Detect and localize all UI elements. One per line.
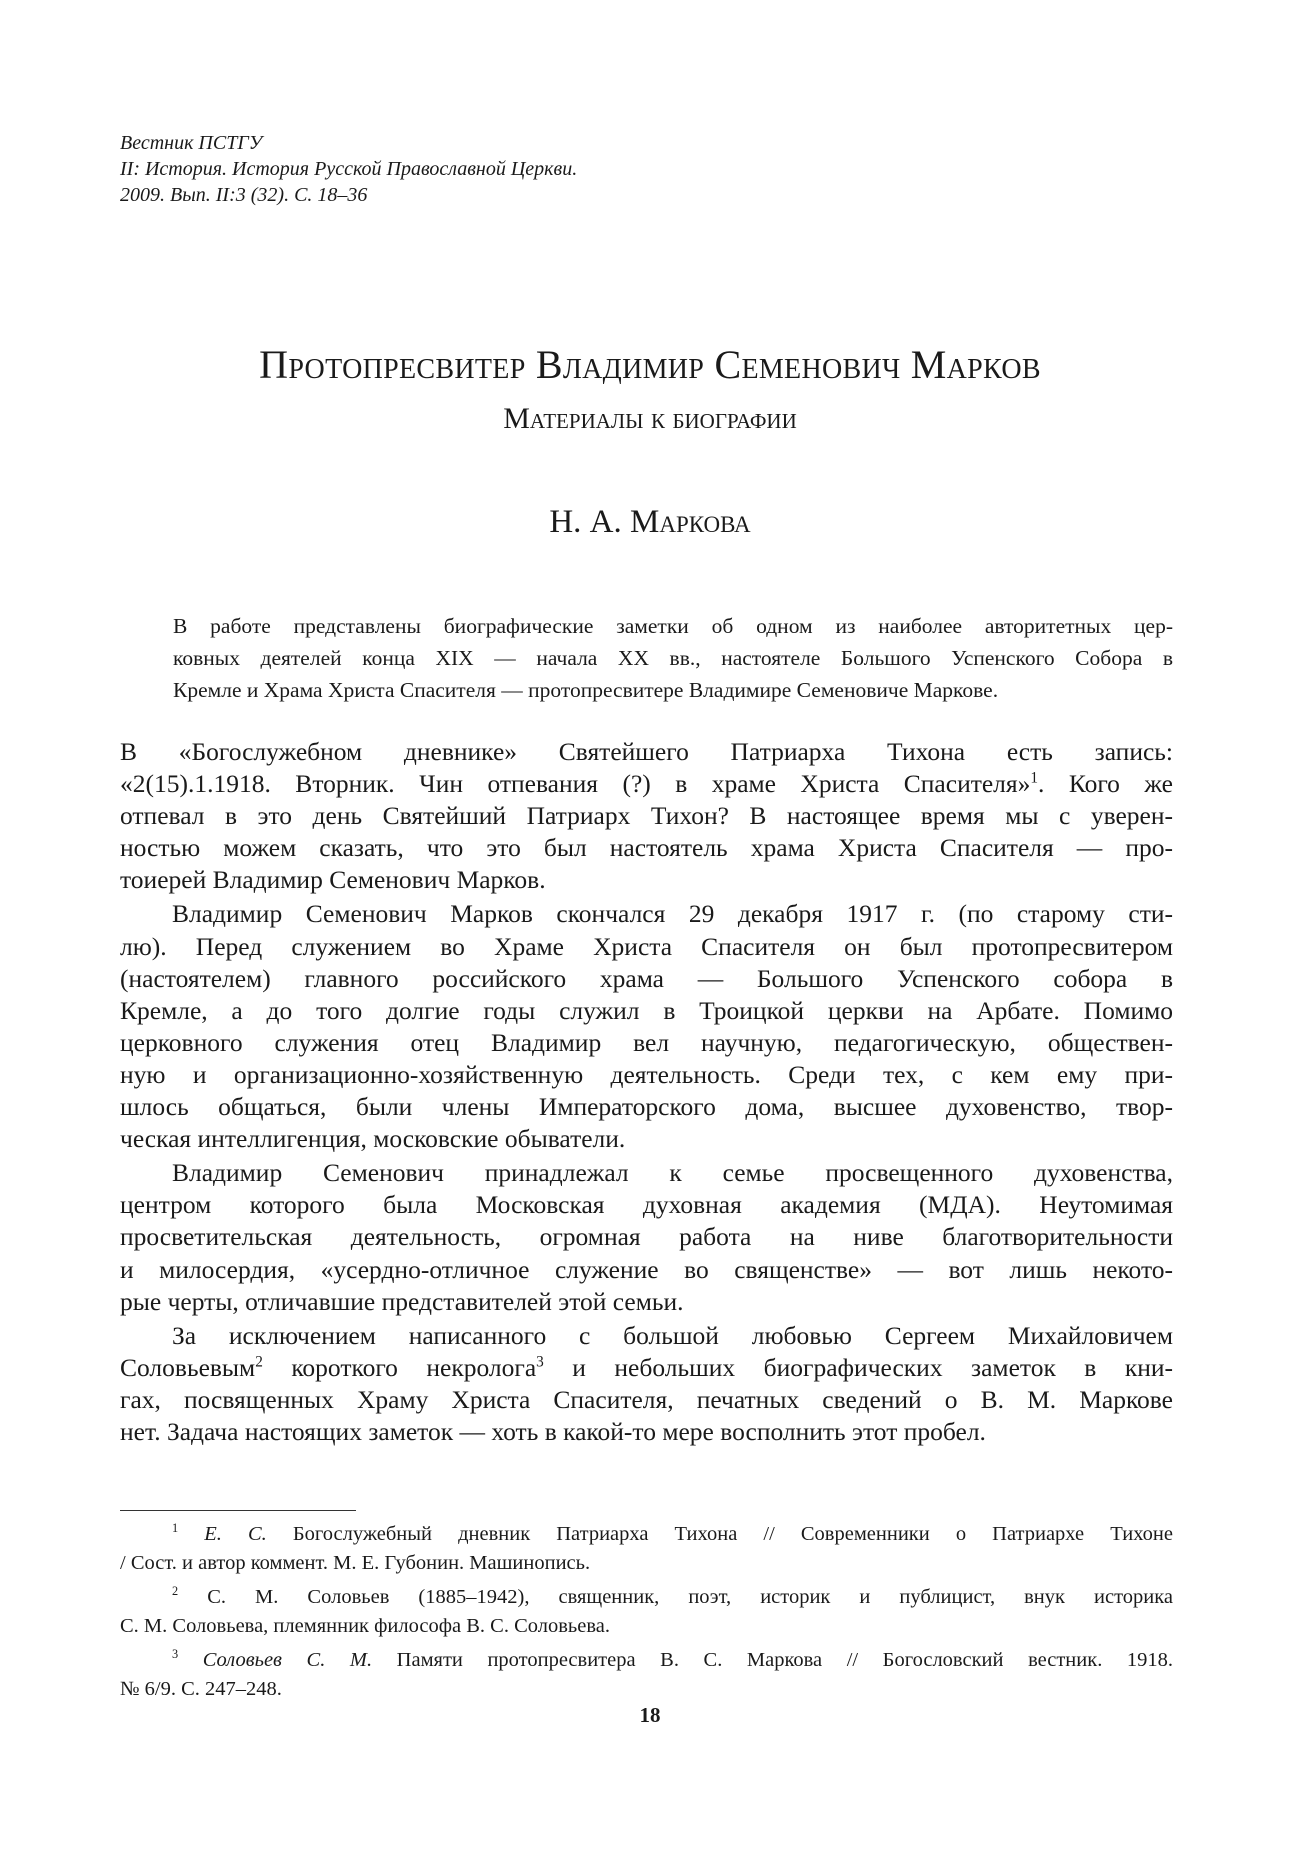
footnote-text: Памяти протопресвитера В. С. Маркова // Богословский вестник. 1918. [372,1649,1174,1671]
body-text: короткого некролога [262,1352,537,1382]
abstract-line: В работе представлены биографические заметки об одном из наиболее авторитетных цер- [173,614,1173,638]
body-text: . Кого же [1038,769,1173,799]
abstract-line: Кремле и Храма Христа Спасителя — протопресвитере Владимире Семеновиче Маркове. [173,678,999,702]
footnote-number: 2 [172,1584,179,1599]
footnote-text: Богослужебный дневник Патриарха Тихона // Современники о Патриархе Тихоне [266,1523,1173,1545]
body-text: Соловьевым [120,1352,256,1382]
body-line: центром которого была Московская духовная академия (МДА). Неутомимая [120,1190,1173,1220]
page-number: 18 [639,1703,661,1727]
body-line: шлось общаться, были члены Императорского дома, высшее духовенство, твор- [120,1092,1173,1122]
body-line: просветительская деятельность, огромная работа на ниве благотворительности [120,1222,1173,1252]
journal-name: Вестник ПСТГУ [120,132,263,154]
footnote-line: № 6/9. С. 247–248. [120,1677,282,1700]
footnote-ref-2[interactable]: 2 [255,1353,263,1371]
body-line: ную и организационно-хозяйственную деятельность. Среди тех, с кем ему при- [120,1059,1173,1089]
body-line: гах, посвященных Храму Христа Спасителя, печатных сведений о В. М. Маркове [120,1384,1173,1414]
body-line: Владимир Семенович принадлежал к семье просвещенного духовенства, [172,1158,1173,1188]
body-line: тоиерей Владимир Семенович Марков. [120,865,546,895]
body-line: нет. Задача настоящих заметок — хоть в какой-то мере восполнить этот пробел. [120,1416,986,1446]
body-line: и милосердия, «усердно-отличное служение во священстве» — вот лишь некото- [120,1254,1173,1284]
footnote-number: 1 [172,1521,179,1536]
body-line: ностью можем сказать, что это был настоятель храма Христа Спасителя — про- [120,833,1173,863]
body-line: ческая интеллигенция, московские обыватели. [120,1124,626,1154]
footnote-author: Е. С. [204,1523,267,1545]
footnote-line [120,1520,1173,1549]
footnote-2 [120,1583,1173,1640]
footnote-text: С. М. Соловьев (1885–1942), священник, поэт, историк и публицист, внук историка [207,1586,1173,1608]
footnote-divider [120,1510,356,1511]
body-line: В «Богослужебном дневнике» Святейшего Патриарха Тихона есть запись: [120,737,1173,766]
footnote-ref-3[interactable]: 3 [536,1353,544,1371]
body-line: лю). Перед служением во Храме Христа Спасителя он был протопресвитером [120,931,1173,961]
abstract [173,610,1173,706]
body-text: и небольших биографических заметок в кни- [543,1352,1174,1382]
footnote-ref-1[interactable]: 1 [1030,769,1039,787]
article-body [120,734,1173,1450]
footnote-1 [120,1520,1173,1577]
journal-series: II: История. История Русской Православной Церкви. [120,158,578,180]
footnote-line: С. М. Соловьева, племянник философа В. С. Соловьева. [120,1614,610,1637]
body-line: Кремле, а до того долгие годы служил в Троицкой церкви на Арбате. Помимо [120,995,1173,1025]
body-line [120,1352,1173,1384]
body-line: рые черты, отличавшие представителей этой семьи. [120,1286,684,1316]
article-title: Протопресвитер Владимир Семенович Марков [259,342,1041,387]
body-line: (настоятелем) главного российского храма — Большого Успенского собора в [120,963,1173,993]
body-line: За исключением написанного с большой любовью Сергеем Михайловичем [172,1320,1173,1350]
article-subtitle: Материалы к биографии [503,402,797,435]
footnotes [120,1520,1173,1709]
footnote-3 [120,1646,1173,1703]
body-line: отпевал в это день Святейший Патриарх Тихон? В настоящее время мы с уверен- [120,801,1173,831]
journal-issue: 2009. Вып. II:3 (32). С. 18–36 [120,184,368,206]
body-text: «2(15).1.1918. Вторник. Чин отпевания (?) в храме Христа Спасителя» [120,769,1031,799]
body-line: церковного служения отец Владимир вел научную, педагогическую, обществен- [120,1027,1173,1057]
abstract-line: ковных деятелей конца XIX — начала XX вв., настоятеле Большого Успенского Собора в [173,646,1173,670]
footnote-line [120,1583,1173,1612]
footnote-author: Соловьев С. М. [202,1649,373,1671]
footnote-number: 3 [172,1647,179,1662]
body-line [120,768,1173,800]
body-line: Владимир Семенович Марков скончался 29 декабря 1917 г. (по старому сти- [172,899,1173,929]
article-author: Н. А. Маркова [549,504,751,540]
journal-header [120,130,820,208]
footnote-line: / Сост. и автор коммент. М. Е. Губонин. Машинопись. [120,1551,591,1574]
footnote-line [120,1646,1173,1675]
